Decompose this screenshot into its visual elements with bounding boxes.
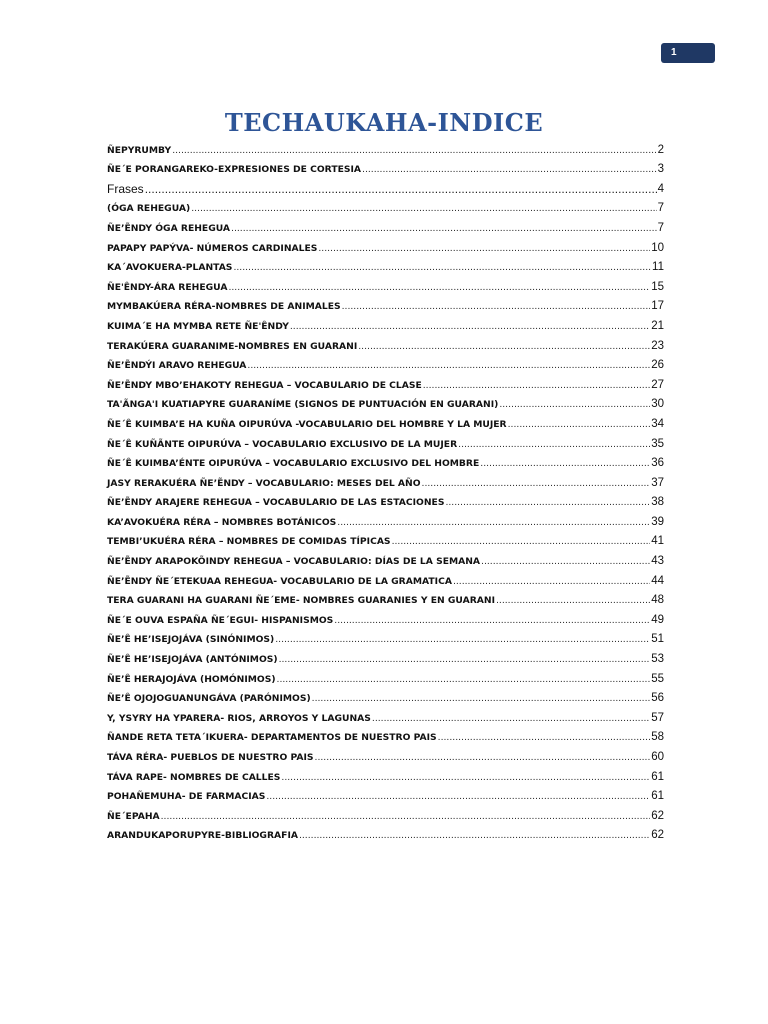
toc-entry-label: ÑE’ẼNDY ÑE´ETEKUAA REHEGUA- VOCABULARIO DE LA GRAMATICA xyxy=(107,575,452,587)
toc-entry[interactable] xyxy=(107,392,664,412)
toc-entry-page: 3 xyxy=(657,163,664,176)
toc-entry-page: 17 xyxy=(651,300,664,313)
toc-entry-label: ÑE´Ê KUÑÃNTE OIPURÚVA – VOCABULARIO EXCLUSIVO DE LA MUJER xyxy=(107,438,458,450)
toc-entry-page: 53 xyxy=(651,653,664,666)
toc-entry[interactable] xyxy=(107,235,664,255)
toc-entry-label: ÑE´EPAHA xyxy=(107,810,160,822)
toc-entry-label: ÑE’ẼNDY ARAPOKÕINDY REHEGUA – VOCABULARIO: DÍAS DE LA SEMANA xyxy=(107,556,481,568)
toc-entry[interactable] xyxy=(107,431,664,451)
toc-entry-page: 35 xyxy=(651,437,664,450)
toc-entry[interactable] xyxy=(107,686,664,706)
toc-entry-label: KUIMA´E HA MYMBA RETE ÑE'ÊNDY xyxy=(107,320,289,332)
toc-entry[interactable] xyxy=(107,646,664,666)
toc-dot-leader xyxy=(312,692,651,705)
toc-entry-page: 21 xyxy=(651,319,664,332)
toc-dot-leader xyxy=(315,751,651,764)
toc-entry-page: 56 xyxy=(651,692,664,705)
toc-entry[interactable] xyxy=(107,803,664,823)
toc-dot-leader xyxy=(372,712,650,725)
toc-entry-page: 58 xyxy=(651,731,664,744)
toc-entry[interactable] xyxy=(107,411,664,431)
toc-entry-label: TERAKÚERA GUARANIME-NOMBRES EN GUARANI xyxy=(107,340,358,352)
toc-entry[interactable] xyxy=(107,548,664,568)
toc-dot-leader xyxy=(277,673,651,686)
page-number: 1 xyxy=(671,47,677,58)
toc-dot-leader xyxy=(281,771,650,784)
toc-dot-leader xyxy=(161,810,651,823)
toc-entry-label: KA’AVOKUÉRA RÉRA – NOMBRES BOTÁNICOS xyxy=(107,516,337,528)
toc-dot-leader xyxy=(458,438,650,451)
toc-dot-leader xyxy=(342,300,651,313)
table-of-contents xyxy=(107,137,664,842)
toc-dot-leader xyxy=(362,163,657,176)
toc-entry-label: ÑE'ÊNDY-ÁRA REHEGUA xyxy=(107,281,228,293)
toc-dot-leader xyxy=(231,222,657,235)
toc-entry-page: 26 xyxy=(651,359,664,372)
toc-entry-page: 55 xyxy=(651,672,664,685)
toc-entry-label: POHAÑEMUHA- DE FARMACIAS xyxy=(107,791,266,803)
toc-entry[interactable] xyxy=(107,313,664,333)
toc-entry[interactable] xyxy=(107,666,664,686)
toc-entry-label: ÑE´E PORANGAREKO-EXPRESIONES DE CORTESIA xyxy=(107,164,362,176)
toc-entry[interactable] xyxy=(107,294,664,314)
toc-entry[interactable] xyxy=(107,333,664,353)
toc-dot-leader xyxy=(318,242,650,255)
toc-entry-label: ÑE’ẼNDY ÓGA REHEGUA xyxy=(107,222,231,234)
toc-dot-leader xyxy=(228,281,650,294)
toc-dot-leader xyxy=(337,516,650,529)
page-number-badge xyxy=(661,43,715,63)
toc-entry-label: PAPAPY PAPÝVA- NÚMEROS CARDINALES xyxy=(107,242,318,254)
toc-entry-page: 38 xyxy=(651,496,664,509)
toc-entry-page: 60 xyxy=(651,751,664,763)
toc-entry-label: TÁVA RAPE- NOMBRES DE CALLES xyxy=(107,771,281,783)
toc-entry-label: ÑE´Ê KUIMBA’ÉNTE OIPURÚVA – VOCABULARIO EXCLUSIVO DEL HOMBRE xyxy=(107,458,480,470)
toc-dot-leader xyxy=(334,614,650,627)
toc-dot-leader xyxy=(496,594,650,607)
toc-entry[interactable] xyxy=(107,705,664,725)
toc-entry[interactable] xyxy=(107,764,664,784)
toc-entry-label: ÑE’Ê OJOJOGUANUNGÁVA (PARÓNIMOS) xyxy=(107,693,311,705)
toc-entry[interactable] xyxy=(107,725,664,745)
toc-entry-page: 36 xyxy=(651,457,664,470)
toc-entry[interactable] xyxy=(107,215,664,235)
toc-entry-label: ÑE´E OUVA ESPAÑA ÑE´EGUI- HISPANISMOS xyxy=(107,614,334,626)
toc-entry-page: 41 xyxy=(651,535,664,548)
toc-entry-label: Y, YSYRY HA YPARERA- RIOS, ARROYOS Y LAGUNAS xyxy=(107,712,371,724)
toc-entry-page: 34 xyxy=(651,417,664,430)
toc-dot-leader xyxy=(453,575,650,588)
toc-entry-label: TÁVA RÉRA- PUEBLOS DE NUESTRO PAIS xyxy=(107,752,314,763)
toc-entry-page: 61 xyxy=(651,770,664,783)
toc-entry[interactable] xyxy=(107,176,664,196)
toc-entry-label: (ÓGA REHEGUA) xyxy=(107,203,191,215)
toc-dot-leader xyxy=(480,457,650,470)
toc-dot-leader xyxy=(445,496,650,509)
toc-entry[interactable] xyxy=(107,353,664,373)
toc-entry-page: 49 xyxy=(651,613,664,626)
toc-entry-page: 7 xyxy=(657,202,664,215)
toc-entry-label: ÑE’Ê HERAJOJÁVA (HOMÓNIMOS) xyxy=(107,673,276,685)
toc-entry-page: 51 xyxy=(651,633,664,646)
toc-entry-page: 57 xyxy=(651,711,664,724)
toc-dot-leader xyxy=(266,790,650,803)
toc-dot-leader xyxy=(275,633,650,646)
toc-entry[interactable] xyxy=(107,490,664,510)
toc-entry-label: ÑE’Ê HE’ISEJOJÁVA (ANTÓNIMOS) xyxy=(107,654,278,666)
toc-dot-leader xyxy=(247,359,650,372)
page-title: TECHAUKAHA-INDICE xyxy=(224,108,544,137)
toc-entry[interactable] xyxy=(107,137,664,157)
toc-entry-label: JASY RERAKUÉRA ÑE’ẼNDY – VOCABULARIO: MESES DEL AÑO xyxy=(107,477,421,489)
toc-entry[interactable] xyxy=(107,196,664,216)
toc-dot-leader xyxy=(233,261,651,274)
toc-entry[interactable] xyxy=(107,509,664,529)
toc-entry[interactable] xyxy=(107,157,664,177)
toc-entry-page: 10 xyxy=(651,241,664,254)
toc-entry-label: Frases xyxy=(107,181,144,196)
toc-dot-leader xyxy=(172,144,656,157)
toc-entry[interactable] xyxy=(107,568,664,588)
toc-entry-page: 61 xyxy=(651,790,664,803)
toc-dot-leader xyxy=(145,183,657,196)
toc-entry-label: ÑE’ẼNDY ARAJERE REHEGUA – VOCABULARIO DE LAS ESTACIONES xyxy=(107,497,445,509)
toc-dot-leader xyxy=(438,731,651,744)
toc-entry-label: ARANDUKAPORUPYRE-BIBLIOGRAFIA xyxy=(107,830,298,842)
toc-entry-page: 37 xyxy=(651,476,664,489)
toc-entry-page: 44 xyxy=(651,574,664,587)
toc-dot-leader xyxy=(508,418,651,431)
toc-entry-label: TA'ÃNGA'I KUATIAPYRE GUARANÍME (SIGNOS DE PUNTUACIÓN EN GUARANI) xyxy=(107,399,499,411)
toc-entry[interactable] xyxy=(107,274,664,294)
toc-entry-page: 7 xyxy=(657,221,664,234)
toc-entry-label: KA´AVOKUERA-PLANTAS xyxy=(107,262,233,274)
toc-dot-leader xyxy=(191,202,656,215)
toc-entry[interactable] xyxy=(107,470,664,490)
toc-dot-leader xyxy=(358,340,650,353)
toc-entry[interactable] xyxy=(107,372,664,392)
toc-entry-label: ÑE’ẼNDY MBO’EHAKOTY REHEGUA – VOCABULARIO DE CLASE xyxy=(107,379,422,391)
toc-entry-page: 2 xyxy=(657,143,664,156)
toc-entry[interactable] xyxy=(107,451,664,471)
toc-dot-leader xyxy=(423,379,650,392)
toc-entry-page: 11 xyxy=(652,261,664,274)
toc-entry-page: 48 xyxy=(651,594,664,607)
toc-dot-leader xyxy=(422,477,651,490)
toc-entry-page: 62 xyxy=(651,809,664,822)
toc-dot-leader xyxy=(481,555,650,568)
toc-entry[interactable] xyxy=(107,784,664,804)
toc-entry[interactable] xyxy=(107,744,664,764)
toc-entry-label: ÑANDE RETA TETA´IKUERA- DEPARTAMENTOS DE NUESTRO PAIS xyxy=(107,732,437,744)
toc-entry[interactable] xyxy=(107,255,664,275)
toc-entry[interactable] xyxy=(107,588,664,608)
toc-entry-label: TERA GUARANI HA GUARANI ÑE´EME- NOMBRES GUARANIES Y EN GUARANI xyxy=(107,595,495,607)
toc-entry[interactable] xyxy=(107,529,664,549)
toc-entry-page: 27 xyxy=(651,378,664,391)
toc-entry-label: ÑE’ẼNDÝI ARAVO REHEGUA xyxy=(107,360,247,372)
toc-entry[interactable] xyxy=(107,627,664,647)
toc-entry-label: MYMBAKÚERA RÉRA-NOMBRES DE ANIMALES xyxy=(107,301,341,313)
toc-dot-leader xyxy=(290,320,650,333)
toc-entry-page: 15 xyxy=(651,280,664,293)
toc-entry-page: 4 xyxy=(657,182,664,195)
toc-entry-page: 30 xyxy=(651,398,664,411)
toc-dot-leader xyxy=(279,653,651,666)
toc-entry[interactable] xyxy=(107,607,664,627)
toc-entry-page: 39 xyxy=(651,515,664,528)
toc-entry-page: 23 xyxy=(651,339,664,352)
toc-dot-leader xyxy=(392,535,651,548)
toc-dot-leader xyxy=(299,829,650,842)
toc-entry[interactable] xyxy=(107,823,664,843)
toc-entry-page: 62 xyxy=(651,829,664,842)
toc-dot-leader xyxy=(499,398,650,411)
toc-entry-label: ÑE´Ê KUIMBA’E HA KUÑA OIPURÚVA -VOCABULARIO DEL HOMBRE Y LA MUJER xyxy=(107,418,507,430)
toc-entry-label: ÑEPYRUMBY xyxy=(107,144,172,156)
toc-entry-page: 43 xyxy=(651,555,664,568)
toc-entry-label: TEMBI’UKUÉRA RÉRA – NOMBRES DE COMIDAS TÍPICAS xyxy=(107,536,391,548)
toc-entry-label: ÑE’Ê HE’ISEJOJÁVA (SINÓNIMOS) xyxy=(107,634,275,646)
